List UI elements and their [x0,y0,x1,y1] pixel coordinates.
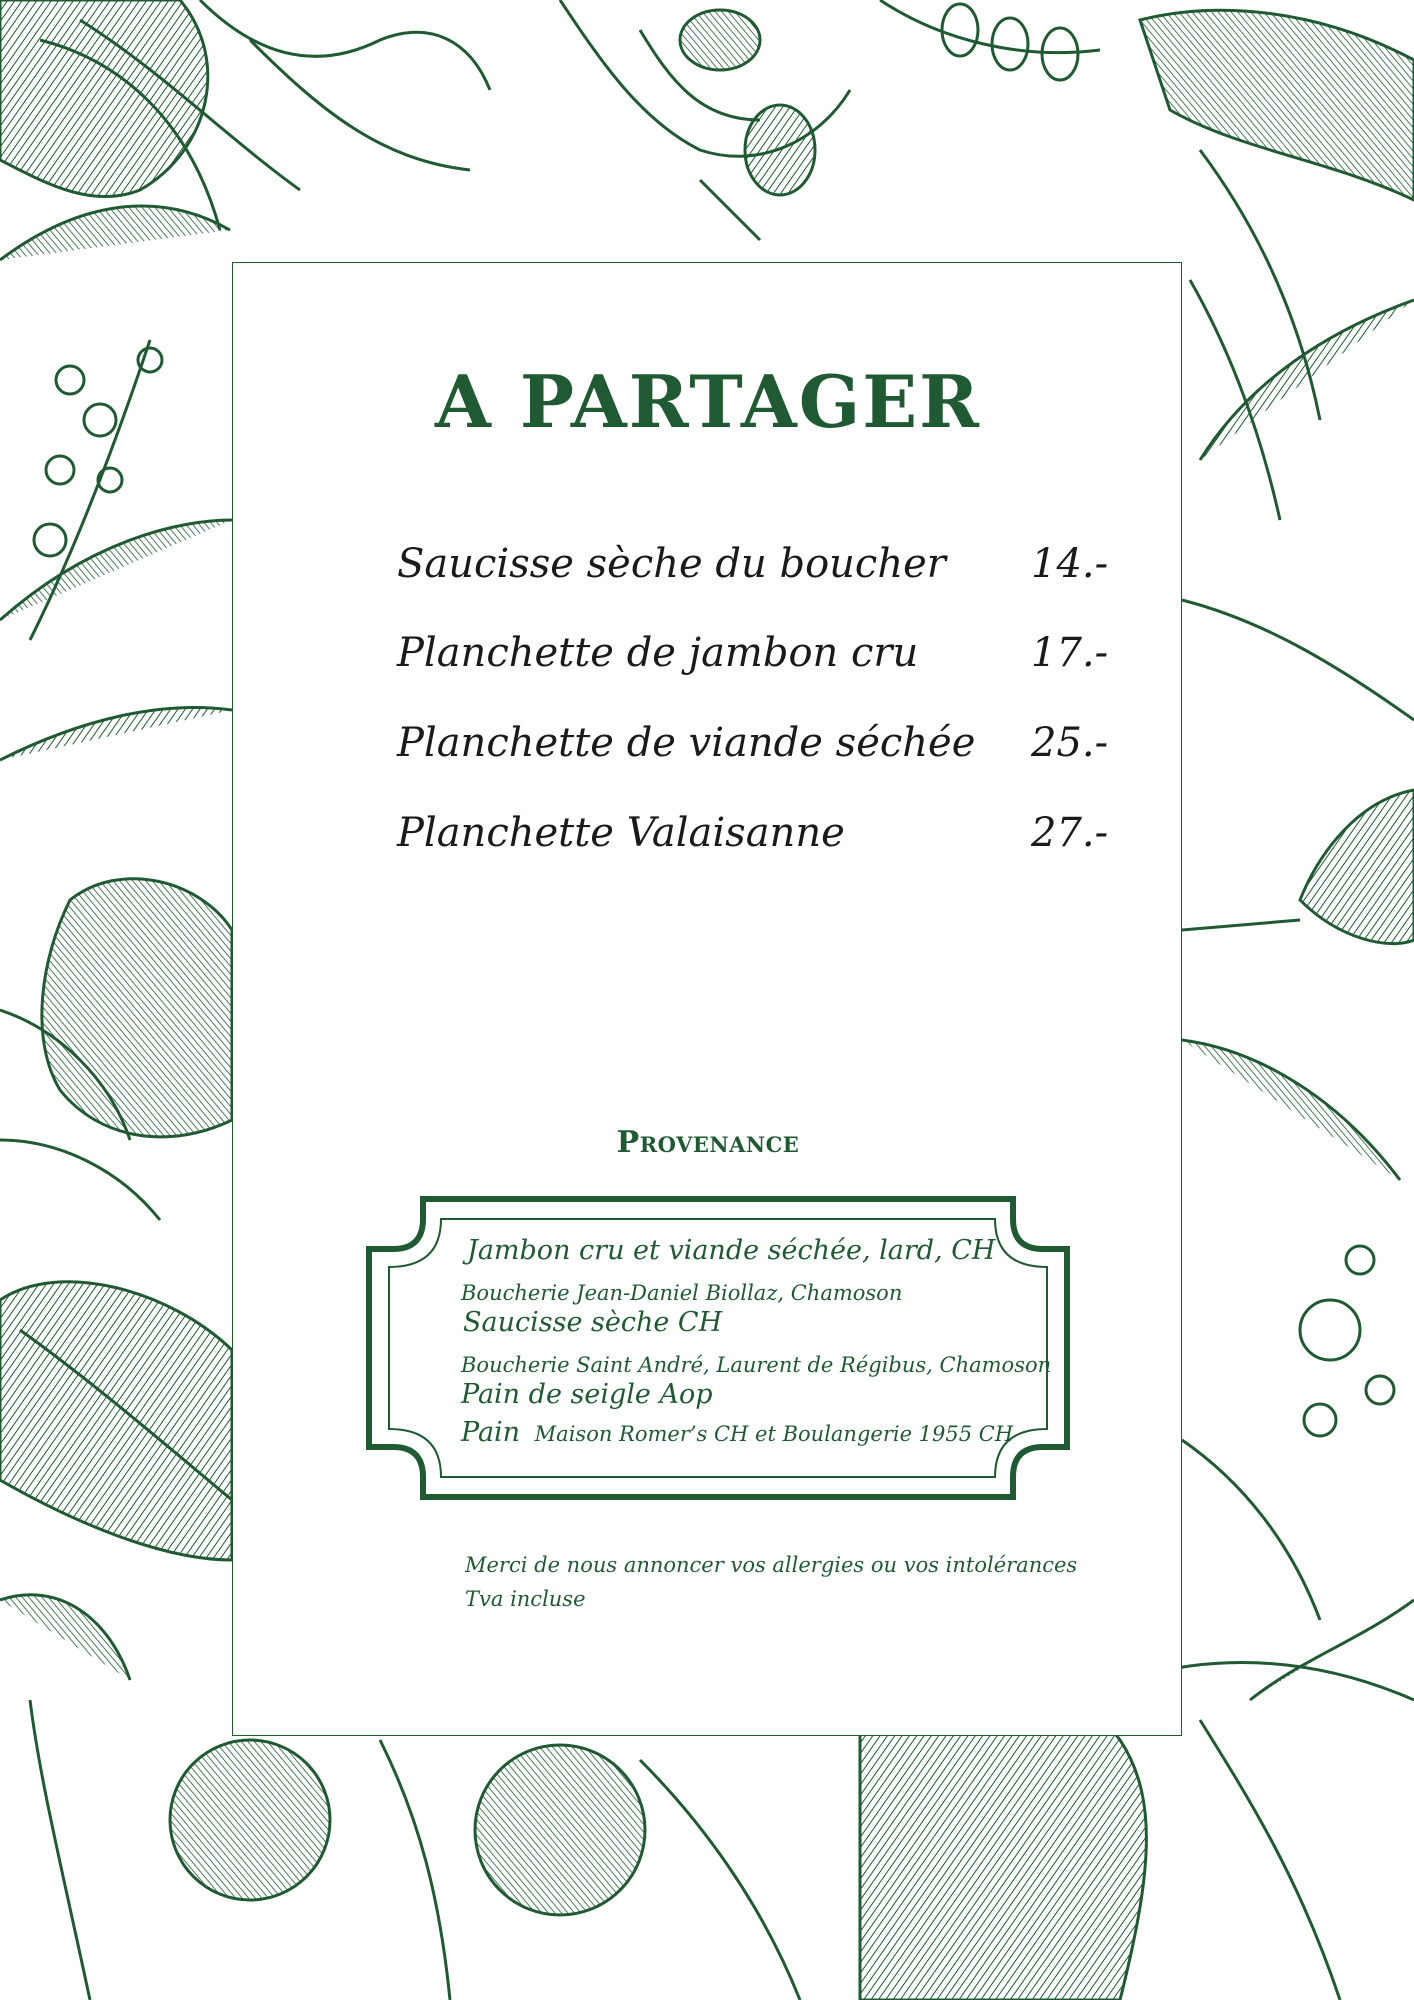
provenance-line: Boucherie Jean-Daniel Biollaz, Chamoson [461,1281,903,1305]
menu-item [397,630,1109,690]
menu-item-name: Planchette de viande séchée [397,720,976,766]
menu-item [397,810,1109,870]
provenance-frame [363,1193,1073,1503]
provenance-label: Pain [461,1417,521,1448]
tva-note: Tva incluse [465,1587,586,1611]
menu-card [232,262,1182,1736]
menu-item-price: 17.- [1031,630,1109,676]
menu-item [397,720,1109,780]
provenance-line: Jambon cru et viande séchée, lard, CH [467,1235,996,1266]
menu-item-name: Saucisse sèche du boucher [397,541,946,587]
provenance-line: Pain de seigle Aop [461,1379,713,1410]
provenance-line: Boucherie Saint André, Laurent de Régibus, Chamoson [461,1353,1052,1377]
menu-item-price: 25.- [1031,720,1109,766]
menu-item-price: 27.- [1031,810,1109,856]
provenance-line: Saucisse sèche CH [463,1307,723,1338]
allergy-note: Merci de nous annoncer vos allergies ou vos intolérances [465,1553,1078,1577]
menu-item-name: Planchette de jambon cru [397,630,919,676]
provenance-heading: Provenance [616,1125,800,1160]
provenance-line [461,1417,1013,1448]
menu-item-price: 14.- [1031,541,1109,587]
provenance-detail: Maison Romer’s CH et Boulangerie 1955 CH [534,1422,1014,1446]
menu-item-name: Planchette Valaisanne [397,810,845,856]
menu-item [397,541,1109,601]
page-title: A PARTAGER [435,359,981,444]
